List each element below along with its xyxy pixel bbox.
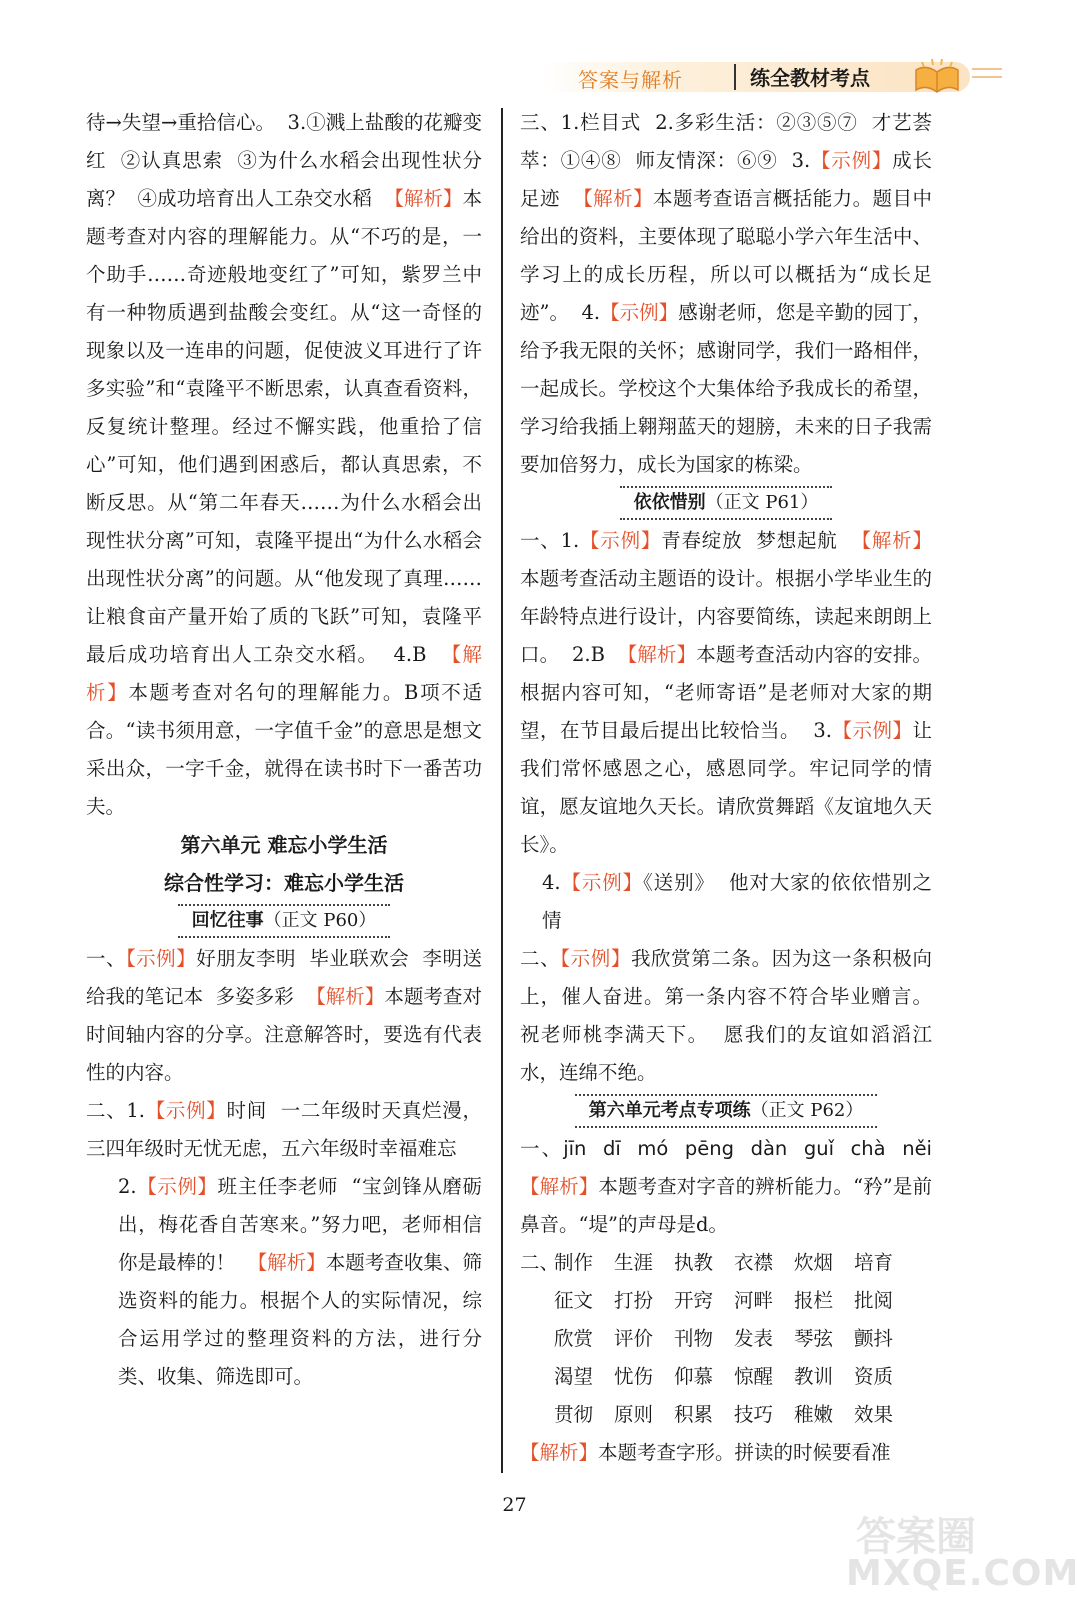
word-item: 欣赏 bbox=[554, 1327, 594, 1350]
word-item: 颤抖 bbox=[854, 1327, 894, 1350]
answer-q2b: 2.【示例】班主任李老师 “宝剑锋从磨砺出，梅花香自苦寒来。”努力吧，老师相信你是最棒的！ 【解析】本题考查收集、筛选资料的能力。根据个人的实际情况，综合运用学过的整理资料的方法，进行分类、收集、筛选即可。 bbox=[118, 1175, 482, 1388]
answer-s2-q4: 4.【示例】《送别》 他对大家的依依惜别之情 bbox=[542, 871, 932, 932]
word-item: 稚嫩 bbox=[794, 1403, 834, 1426]
right-column bbox=[520, 104, 945, 1472]
word-item: 打扮 bbox=[614, 1289, 654, 1312]
word-item: 刊物 bbox=[674, 1327, 714, 1350]
section-heading-huiyi: 回忆往事（正文 P60） bbox=[178, 904, 391, 938]
word-item: 渴望 bbox=[554, 1365, 594, 1388]
word-item: 河畔 bbox=[734, 1289, 774, 1312]
answer-s2-q2: 二、【示例】我欣赏第二条。因为这一条积极向上，催人奋进。第一条内容不符合毕业赠言。 祝老师桃李满天下。 愿我们的友谊如滔滔江水，连绵不绝。 bbox=[520, 947, 945, 1084]
watermark-line1: 答案圈 bbox=[856, 1514, 976, 1560]
answer-q1: 一、【示例】好朋友李明 毕业联欢会 李明送给我的笔记本 多姿多彩 【解析】本题考查对时间轴内容的分享。注意解答时，要选有代表性的内容。 bbox=[86, 947, 482, 1084]
answer-paragraph: 待→失望→重拾信心。 3.①溅上盐酸的花瓣变红 ②认真思索 ③为什么水稻会出现性状分离？ ④成功培育出人工杂交水稻 【解析】本题考查对内容的理解能力。从“不巧的是，一个助手……奇迹般地变红了”可知，紫罗兰中有一种物质遇到盐酸会变红。从“这一奇怪的现象以及一连串的问题，促使波义耳进行了许多实验”和“袁隆平不断思索，认真查看资料，反复统计整理。经过不懈实践，他重拾了信心”可知，他们遇到困惑后，都认真思索，不断反思。从“第二年春天……为什么水稻会出现性状分离”可知，袁隆平提出“为什么水稻会出现性状分离”的问题。从“他发现了真理……让粮食亩产量开始了质的飞跃”可知，袁隆平最后成功培育出人工杂交水稻。 4.B 【解析】本题考查对名句的理解能力。B项不适合。“读书须用意，一字值千金”的意思是想文采出众，一字千金，就得在读书时下一番苦功夫。 bbox=[86, 111, 482, 818]
left-column bbox=[86, 104, 482, 1396]
word-item: 仰慕 bbox=[674, 1365, 714, 1388]
section-heading-yiyi: 依依惜别（正文 P61） bbox=[620, 486, 833, 520]
column-divider bbox=[501, 108, 503, 1473]
word-item: 忧伤 bbox=[614, 1365, 654, 1388]
word-item: 批阅 bbox=[854, 1289, 894, 1312]
word-item: 原则 bbox=[614, 1403, 654, 1426]
page-number: 27 bbox=[502, 1494, 527, 1516]
watermark-line2: MXQE.COM bbox=[846, 1553, 1079, 1594]
answer-s2: 一、1.【示例】青春绽放 梦想起航 【解析】本题考查活动主题语的设计。根据小学毕业生的年龄特点进行设计，内容要简练，读起来朗朗上口。 2.B 【解析】本题考查活动内容的安排。根据内容可知，“老师寄语”是老师对大家的期望，在节目最后提出比较恰当。 3.【示例】让我们常怀感恩之心，感恩同学。牢记同学的情谊，愿友谊地久天长。请欣赏舞蹈《友谊地久天长》。 bbox=[520, 529, 932, 856]
word-item: 生涯 bbox=[614, 1251, 654, 1274]
word-item: 培育 bbox=[854, 1251, 894, 1274]
unit-subtitle: 综合性学习：难忘小学生活 bbox=[164, 871, 404, 895]
word-item: 技巧 bbox=[734, 1403, 774, 1426]
word-item: 积累 bbox=[674, 1403, 714, 1426]
word-item: 制作 bbox=[554, 1251, 594, 1274]
answer-r1: 三、1.栏目式 2.多彩生活：②③⑤⑦ 才艺荟萃：①④⑧ 师友情深：⑥⑨ 3.【示例】成长足迹 【解析】本题考查语言概括能力。题目中给出的资料，主要体现了聪聪小学六年生活中、学习上的成长历程，所以可以概括为“成长足迹”。 4.【示例】感谢老师，您是辛勤的园丁，给予我无限的关怀；感谢同学，我们一路相伴，一起成长。学校这个大集体给予我成长的希望，学习给我插上翱翔蓝天的翅膀，未来的日子我需要加倍努力，成长为国家的栋梁。 bbox=[520, 111, 932, 476]
answer-s3-q2-analysis: 【解析】本题考查字形。拼读的时候要看准 bbox=[520, 1441, 891, 1464]
word-item: 执教 bbox=[674, 1251, 714, 1274]
header-section: 答案与解析 bbox=[578, 68, 683, 92]
word-item: 发表 bbox=[734, 1327, 774, 1350]
word-item: 炊烟 bbox=[794, 1251, 834, 1274]
page-header bbox=[520, 58, 1000, 100]
word-item: 开窍 bbox=[674, 1289, 714, 1312]
section-heading-kaodian: 第六单元考点专项练（正文 P62） bbox=[575, 1094, 878, 1128]
answer-q2: 二、1.【示例】时间 一二年级时天真烂漫，三四年级时无忧无虑，五六年级时幸福难忘 bbox=[86, 1099, 482, 1160]
word-item: 征文 bbox=[554, 1289, 594, 1312]
answer-s3-q1: 一、jīn dī mó pēng dàn guǐ chà něi 【解析】本题考查对字音的辨析能力。“矜”是前鼻音。“堤”的声母是d。 bbox=[520, 1137, 945, 1236]
decor-lines bbox=[972, 68, 1002, 88]
word-item: 惊醒 bbox=[734, 1365, 774, 1388]
word-item: 效果 bbox=[854, 1403, 894, 1426]
q2-prefix: 二、 bbox=[520, 1251, 560, 1274]
word-item: 评价 bbox=[614, 1327, 654, 1350]
word-grid bbox=[554, 1244, 914, 1434]
header-title: 练全教材考点 bbox=[750, 66, 870, 90]
word-item: 教训 bbox=[794, 1365, 834, 1388]
open-book-icon bbox=[912, 58, 962, 96]
word-item: 贯彻 bbox=[554, 1403, 594, 1426]
header-separator bbox=[734, 64, 736, 90]
word-item: 资质 bbox=[854, 1365, 894, 1388]
unit-title: 第六单元 难忘小学生活 bbox=[180, 833, 388, 857]
watermark-logo bbox=[846, 1505, 1079, 1597]
word-item: 衣襟 bbox=[734, 1251, 774, 1274]
word-item: 琴弦 bbox=[794, 1327, 834, 1350]
answer-s3-q2 bbox=[520, 1244, 932, 1434]
word-item: 报栏 bbox=[794, 1289, 834, 1312]
